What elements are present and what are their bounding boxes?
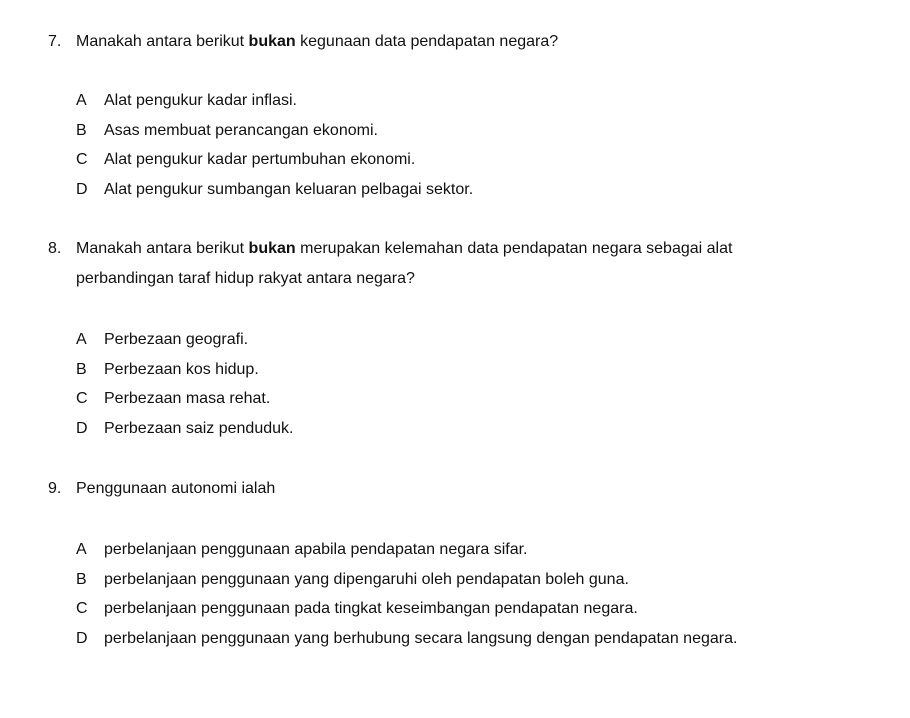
option-text: Perbezaan kos hidup. xyxy=(104,360,259,378)
question-8 xyxy=(48,234,868,294)
option-text: Alat pengukur sumbangan keluaran pelbagai sektor. xyxy=(104,180,474,198)
question-stem xyxy=(48,27,868,57)
option-letter: C xyxy=(76,600,88,617)
option-letter: D xyxy=(76,180,88,198)
stem-part: Manakah antara berikut xyxy=(76,240,249,257)
question-9 xyxy=(48,474,868,504)
option-text: Asas membuat perancangan ekonomi. xyxy=(104,121,378,139)
option-letter: A xyxy=(76,541,87,558)
option-letter: B xyxy=(76,121,87,139)
option-text: perbelanjaan penggunaan yang dipengaruhi oleh pendapatan boleh guna. xyxy=(104,570,629,588)
question-number: 7. xyxy=(48,33,62,50)
option-letter: B xyxy=(76,360,87,378)
stem-part: kegunaan data pendapatan negara? xyxy=(295,33,559,50)
option-text: Perbezaan masa rehat. xyxy=(104,390,271,407)
option-text: perbelanjaan penggunaan pada tingkat keseimbangan pendapatan negara. xyxy=(104,600,638,617)
option-letter: D xyxy=(76,629,88,647)
option-text: perbelanjaan penggunaan apabila pendapatan negara sifar. xyxy=(104,541,528,558)
option-letter: C xyxy=(76,151,88,168)
option-letter: D xyxy=(76,419,88,437)
question-text xyxy=(76,234,732,264)
option-letter: A xyxy=(76,92,87,109)
option-letter: B xyxy=(76,570,87,588)
stem-part: merupakan kelemahan data pendapatan negara sebagai alat xyxy=(295,240,733,257)
question-stem-continued xyxy=(48,264,868,294)
question-text-line2: perbandingan taraf hidup rakyat antara negara? xyxy=(76,270,415,287)
question-text xyxy=(76,474,275,504)
option-text: Perbezaan geografi. xyxy=(104,331,249,348)
question-stem xyxy=(48,234,868,264)
option-text: Perbezaan saiz penduduk. xyxy=(104,419,294,437)
question-number: 9. xyxy=(48,480,62,497)
question-stem xyxy=(48,474,868,504)
stem-part: Manakah antara berikut xyxy=(76,33,249,50)
question-number: 8. xyxy=(48,240,62,257)
option-text: Alat pengukur kadar pertumbuhan ekonomi. xyxy=(104,151,416,168)
question-7 xyxy=(48,27,868,57)
stem-emphasis: bukan xyxy=(248,240,296,257)
question-text xyxy=(76,27,558,57)
option-letter: A xyxy=(76,331,87,348)
option-text: Alat pengukur kadar inflasi. xyxy=(104,92,297,109)
stem-part: Penggunaan autonomi ialah xyxy=(76,480,276,497)
option-text: perbelanjaan penggunaan yang berhubung secara langsung dengan pendapatan negara. xyxy=(104,629,738,647)
stem-emphasis: bukan xyxy=(248,33,296,50)
option-letter: C xyxy=(76,390,88,407)
